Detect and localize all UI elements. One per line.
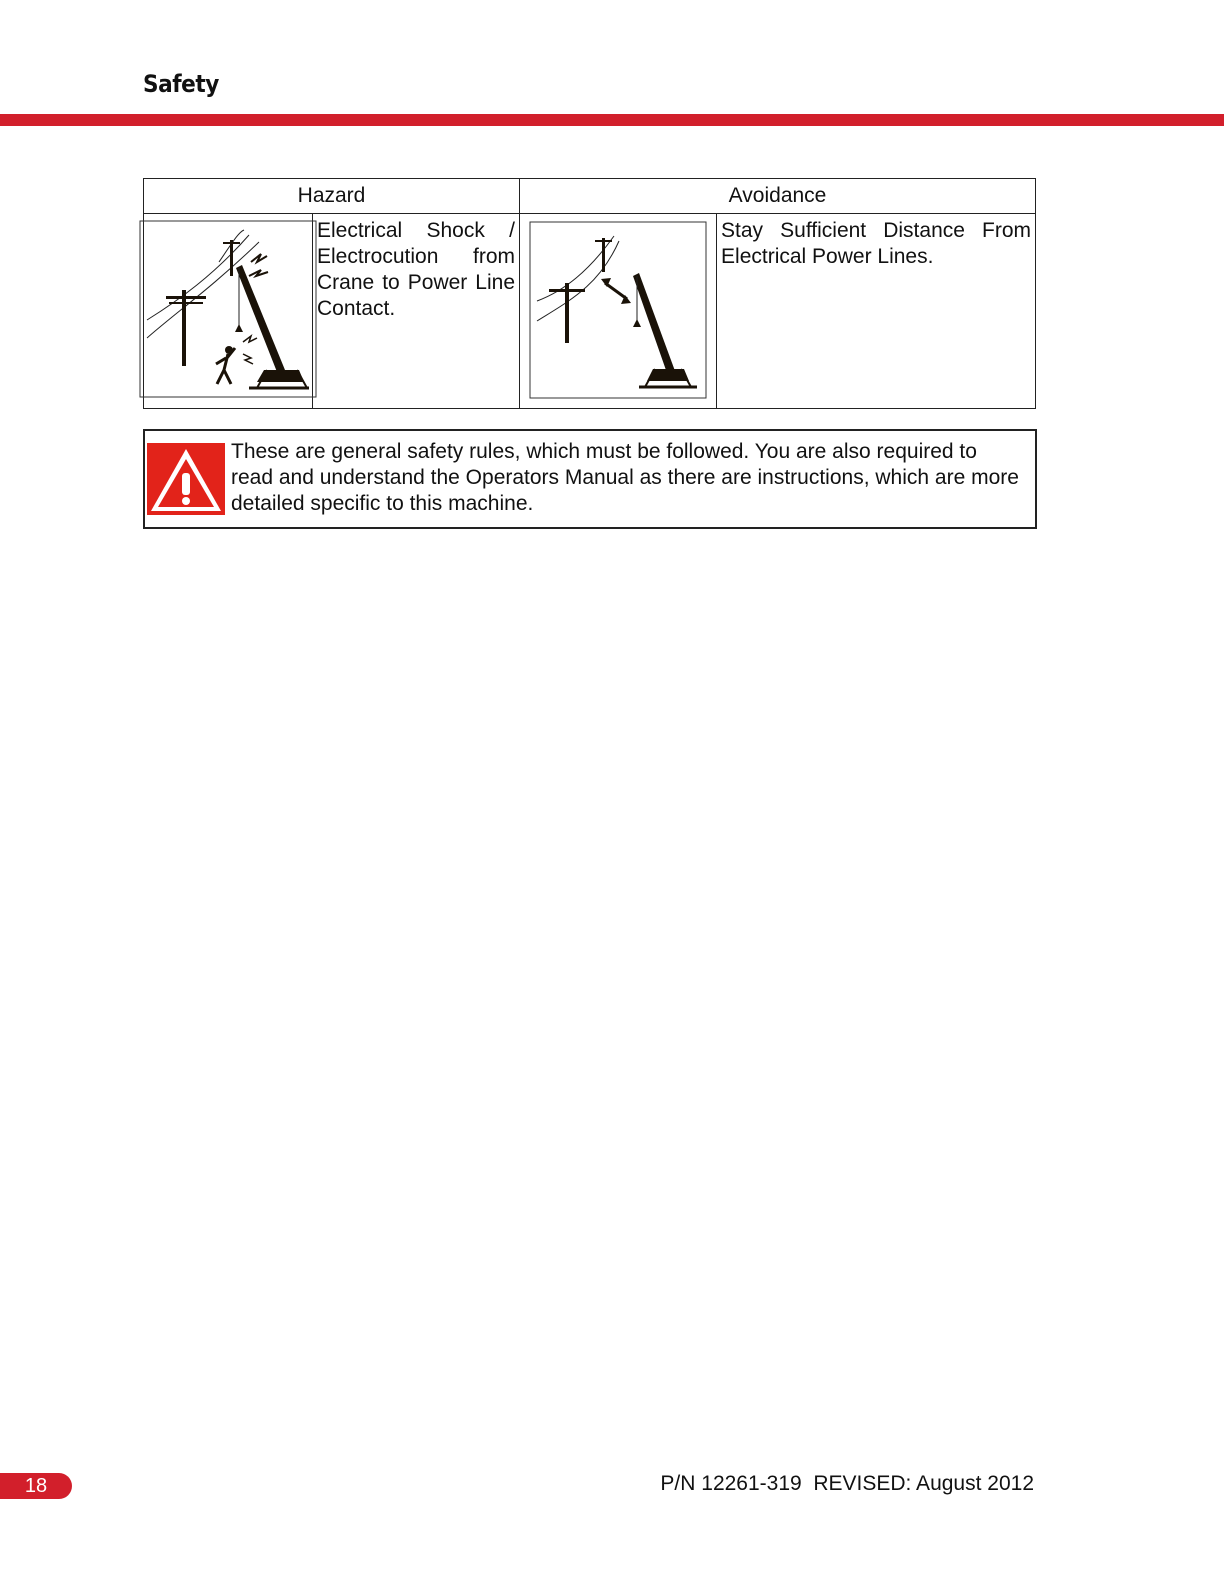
hazard-description-cell bbox=[313, 214, 520, 409]
warning-text: These are general safety rules, which must be followed. You are also required to read and understand the Operators Manual as there are instructions, which are more detailed specific to this machine. bbox=[231, 440, 1019, 515]
document-info: P/N 12261-319 REVISED: August 2012 bbox=[660, 1472, 1034, 1495]
avoidance-description-cell bbox=[717, 214, 1036, 409]
warning-triangle-icon bbox=[147, 443, 225, 515]
table-row bbox=[144, 214, 1036, 409]
hazard-table bbox=[143, 178, 1036, 409]
page-number: 18 bbox=[0, 1473, 72, 1499]
header-red-band bbox=[0, 114, 1224, 126]
hazard-description: Electrical Shock / Electrocution from Crane to Power Line Contact. bbox=[317, 219, 516, 320]
hazard-image-cell bbox=[144, 214, 313, 409]
crane-powerline-distance-icon bbox=[529, 221, 709, 401]
crane-powerline-electrocution-icon bbox=[139, 220, 317, 405]
general-safety-warning bbox=[143, 429, 1037, 529]
avoidance-image-cell bbox=[520, 214, 717, 409]
avoidance-description: Stay Sufficient Distance From Electrical Power Lines. bbox=[721, 219, 1032, 268]
page-title: Safety bbox=[143, 70, 219, 98]
hazard-column-header: Hazard bbox=[144, 179, 520, 214]
avoidance-column-header: Avoidance bbox=[520, 179, 1036, 214]
